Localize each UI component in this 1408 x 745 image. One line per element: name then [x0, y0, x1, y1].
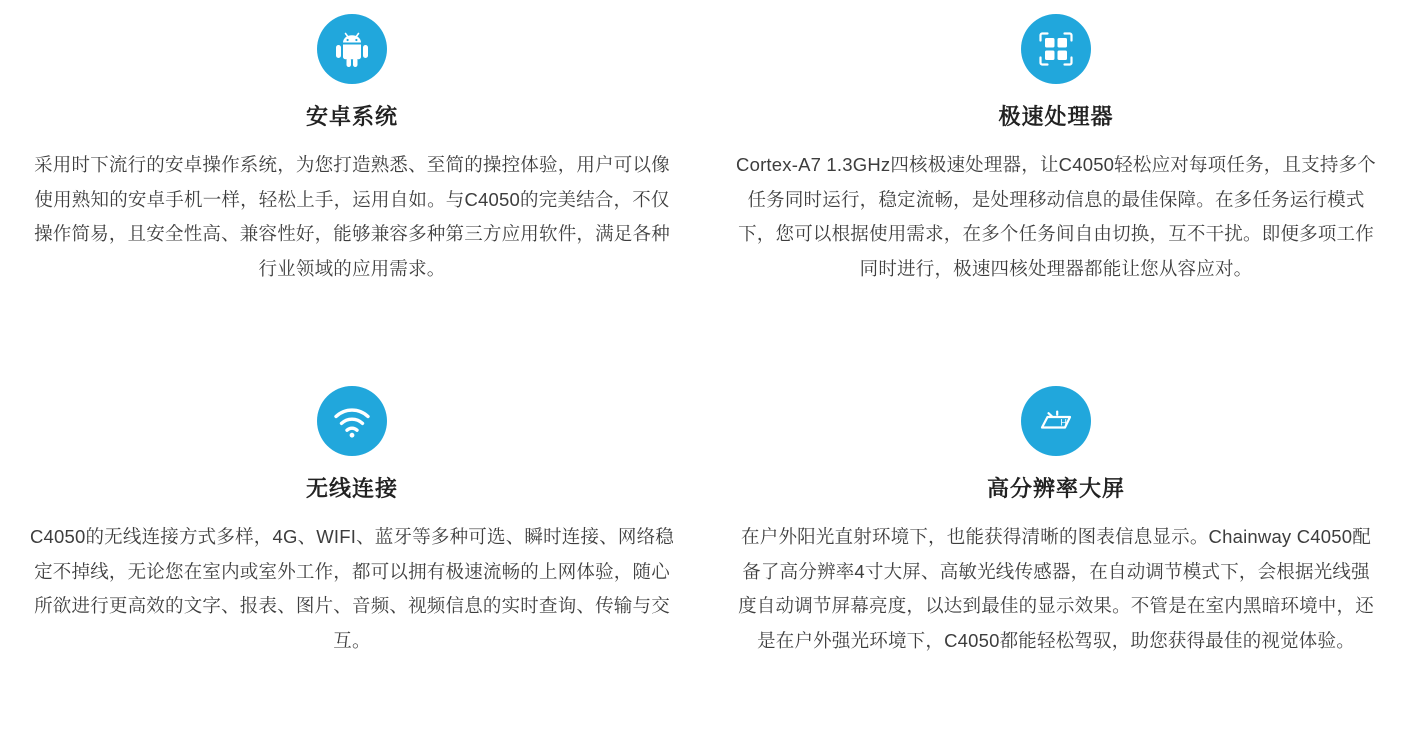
screen-brightness-sensor-icon: [1021, 386, 1091, 456]
feature-description: 采用时下流行的安卓操作系统，为您打造熟悉、至简的操控体验，用户可以像使用熟知的安卓手机一样，轻松上手，运用自如。与C4050的完美结合，不仅操作简易，且安全性高、兼容性好，能够兼容多种第三方应用软件，满足各种行业领域的应用需求。: [34, 154, 670, 279]
feature-description: C4050的无线连接方式多样，4G、WIFI、蓝牙等多种可选、瞬时连接、网络稳定不掉线，无论您在室内或室外工作，都可以拥有极速流畅的上网体验，随心所欲进行更高效的文字、报表、图片、音频、视频信息的实时查询、传输与交互。: [29, 526, 675, 651]
feature-card-display: [704, 372, 1408, 745]
feature-card-wireless: [0, 372, 704, 745]
feature-description: Cortex-A7 1.3GHz四核极速处理器，让C4050轻松应对每项任务，且支持多个任务同时运行，稳定流畅，是处理移动信息的最佳保障。在多任务运行模式下，您可以根据使用需求，在多个任务间自由切换，互不干扰。即便多项工作同时进行，极速四核处理器都能让您从容应对。: [736, 154, 1376, 279]
feature-description: 在户外阳光直射环境下，也能获得清晰的图表信息显示。Chainway C4050配备了高分辨率4寸大屏、高敏光线传感器，在自动调节模式下，会根据光线强度自动调节屏幕亮度，以达到最佳的显示效果。不管是在室内黑暗环境中，还是在户外强光环境下，C4050都能轻松驾驭，助您获得最佳的视觉体验。: [738, 526, 1374, 651]
svg-text:H: H: [1060, 417, 1067, 428]
quad-core-processor-icon: [1021, 14, 1091, 84]
wifi-signal-icon: [317, 386, 387, 456]
feature-card-android: [0, 0, 704, 372]
feature-title: 高分辨率大屏: [986, 476, 1125, 501]
android-robot-icon: [317, 14, 387, 84]
feature-title: 安卓系统: [305, 104, 398, 129]
feature-title: 无线连接: [305, 476, 398, 501]
feature-card-processor: [704, 0, 1408, 372]
feature-title: 极速处理器: [998, 104, 1114, 129]
